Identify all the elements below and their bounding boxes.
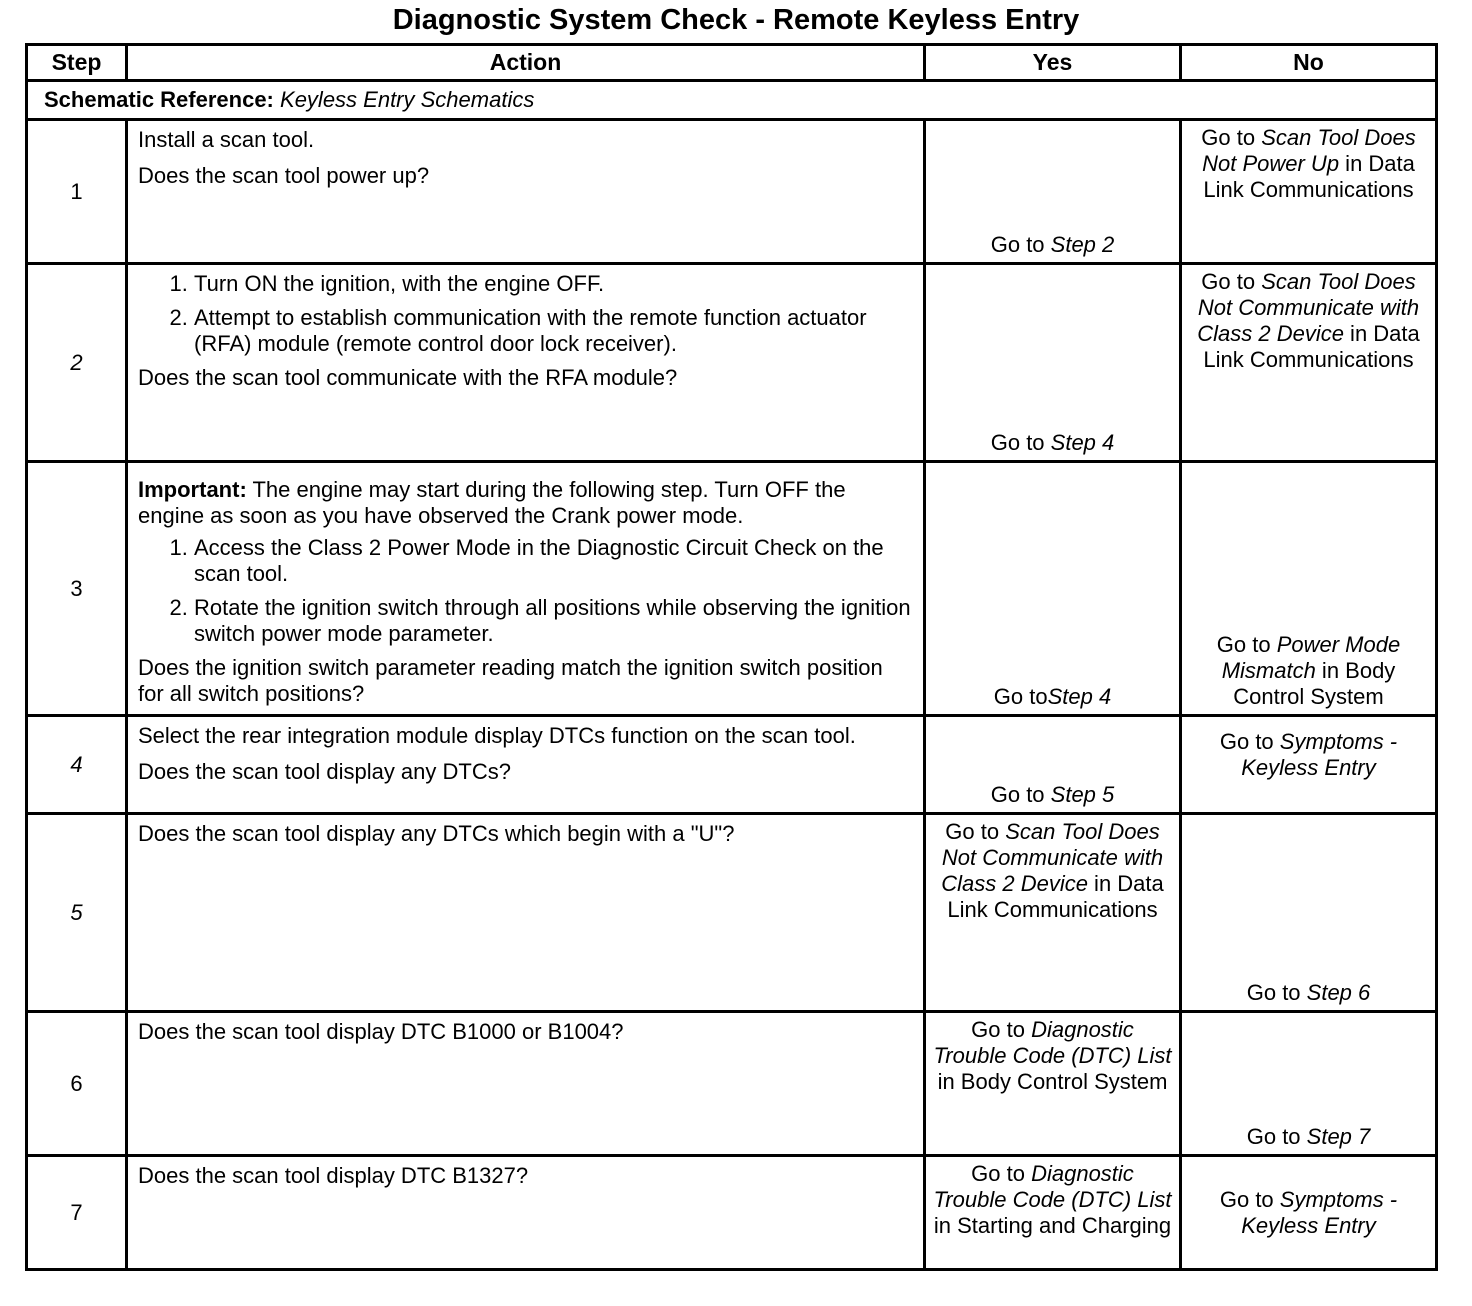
schematic-reference — [27, 81, 1437, 120]
header-row — [27, 45, 1437, 81]
yes-link[interactable]: Step 2 — [1050, 232, 1115, 257]
no-link[interactable]: Step 6 — [1306, 980, 1371, 1005]
step-number: 7 — [27, 1156, 127, 1270]
yes-cell: Go to Scan Tool Does Not Communicate with Class 2 Device in Data Link Communications — [925, 814, 1181, 1012]
step-number: 4 — [27, 716, 127, 814]
table-row — [27, 1156, 1437, 1270]
no-link[interactable]: Scan Tool Does Not Power Up — [1202, 125, 1416, 176]
yes-link[interactable]: Step 4 — [1047, 684, 1112, 709]
no-cell: Go to Step 6 — [1181, 814, 1437, 1012]
diagnostic-table — [25, 43, 1438, 1271]
action-question: Does the ignition switch parameter reading match the ignition switch position for all switch positions? — [138, 655, 883, 706]
action-question: Does the scan tool display any DTCs which begin with a "U"? — [138, 821, 735, 846]
action-cell — [127, 1156, 925, 1270]
no-link[interactable]: Power Mode Mismatch — [1221, 632, 1401, 683]
action-step: 1. Access the Class 2 Power Mode in the Diagnostic Circuit Check on the scan tool. — [194, 535, 911, 587]
no-cell: Go to Scan Tool Does Not Communicate with Class 2 Device in Data Link Communications — [1181, 264, 1437, 462]
step-number: 1 — [27, 120, 127, 264]
action-text: Select the rear integration module display DTCs function on the scan tool. — [138, 723, 856, 748]
action-cell — [127, 814, 925, 1012]
action-question: Does the scan tool communicate with the RFA module? — [138, 365, 678, 390]
step-number: 3 — [27, 462, 127, 716]
schematic-reference-row — [27, 81, 1437, 120]
action-question: Does the scan tool display DTC B1327? — [138, 1163, 529, 1188]
action-step: 1. Turn ON the ignition, with the engine OFF. — [194, 271, 911, 297]
no-cell: Go to Step 7 — [1181, 1012, 1437, 1156]
schematic-reference-label: Schematic Reference: — [44, 87, 274, 112]
action-steps — [138, 271, 911, 357]
yes-cell: Go to Diagnostic Trouble Code (DTC) List in Body Control System — [925, 1012, 1181, 1156]
page-title: Diagnostic System Check - Remote Keyless Entry — [392, 4, 1080, 36]
yes-cell: Go to Diagnostic Trouble Code (DTC) List in Starting and Charging — [925, 1156, 1181, 1270]
no-link[interactable]: Scan Tool Does Not Communicate with Class 2 Device — [1197, 269, 1420, 346]
action-question: Does the scan tool display any DTCs? — [138, 759, 511, 784]
yes-link[interactable]: Scan Tool Does Not Communicate with Class 2 Device — [941, 819, 1164, 896]
step-number: 6 — [27, 1012, 127, 1156]
action-step: 2. Rotate the ignition switch through all positions while observing the ignition switch power mode parameter. — [194, 595, 911, 647]
table-row — [27, 814, 1437, 1012]
no-cell: Go to Scan Tool Does Not Power Up in Data Link Communications — [1181, 120, 1437, 264]
no-cell: Go to Symptoms - Keyless Entry — [1181, 716, 1437, 814]
table-row — [27, 462, 1437, 716]
yes-link[interactable]: Diagnostic Trouble Code (DTC) List — [933, 1017, 1172, 1068]
action-question: Does the scan tool display DTC B1000 or B1004? — [138, 1019, 624, 1044]
action-cell — [127, 716, 925, 814]
action-question: Does the scan tool power up? — [138, 163, 430, 188]
header-yes: Yes — [925, 45, 1181, 81]
action-text: Install a scan tool. — [138, 127, 315, 152]
important-note: Important: The engine may start during the following step. Turn OFF the engine as soon as you have observed the Crank power mode. — [138, 477, 846, 528]
action-cell — [127, 264, 925, 462]
action-step: 2. Attempt to establish communication with the remote function actuator (RFA) module (remote control door lock receiver). — [194, 305, 911, 357]
yes-cell: Go to Step 5 — [925, 716, 1181, 814]
no-cell: Go to Power Mode Mismatch in Body Control System — [1181, 462, 1437, 716]
table-row — [27, 1012, 1437, 1156]
yes-link[interactable]: Diagnostic Trouble Code (DTC) List — [933, 1161, 1172, 1212]
no-link[interactable]: Symptoms - Keyless Entry — [1241, 729, 1398, 780]
no-link[interactable]: Symptoms - Keyless Entry — [1241, 1186, 1398, 1238]
header-no: No — [1181, 45, 1437, 81]
yes-link[interactable]: Step 4 — [1050, 430, 1115, 455]
yes-cell: Go toStep 4 — [925, 462, 1181, 716]
action-cell — [127, 462, 925, 716]
schematic-reference-link[interactable]: Keyless Entry Schematics — [280, 87, 535, 112]
yes-link[interactable]: Step 5 — [1050, 782, 1115, 807]
action-cell — [127, 1012, 925, 1156]
no-cell: Go to Symptoms - Keyless Entry — [1181, 1156, 1437, 1270]
yes-cell: Go to Step 2 — [925, 120, 1181, 264]
no-link[interactable]: Step 7 — [1306, 1124, 1371, 1149]
header-step: Step — [27, 45, 127, 81]
step-number: 2 — [27, 264, 127, 462]
action-cell — [127, 120, 925, 264]
yes-cell: Go to Step 4 — [925, 264, 1181, 462]
table-row — [27, 264, 1437, 462]
header-action: Action — [127, 45, 925, 81]
table-row — [27, 120, 1437, 264]
table-row — [27, 716, 1437, 814]
step-number: 5 — [27, 814, 127, 1012]
action-steps — [138, 535, 911, 647]
